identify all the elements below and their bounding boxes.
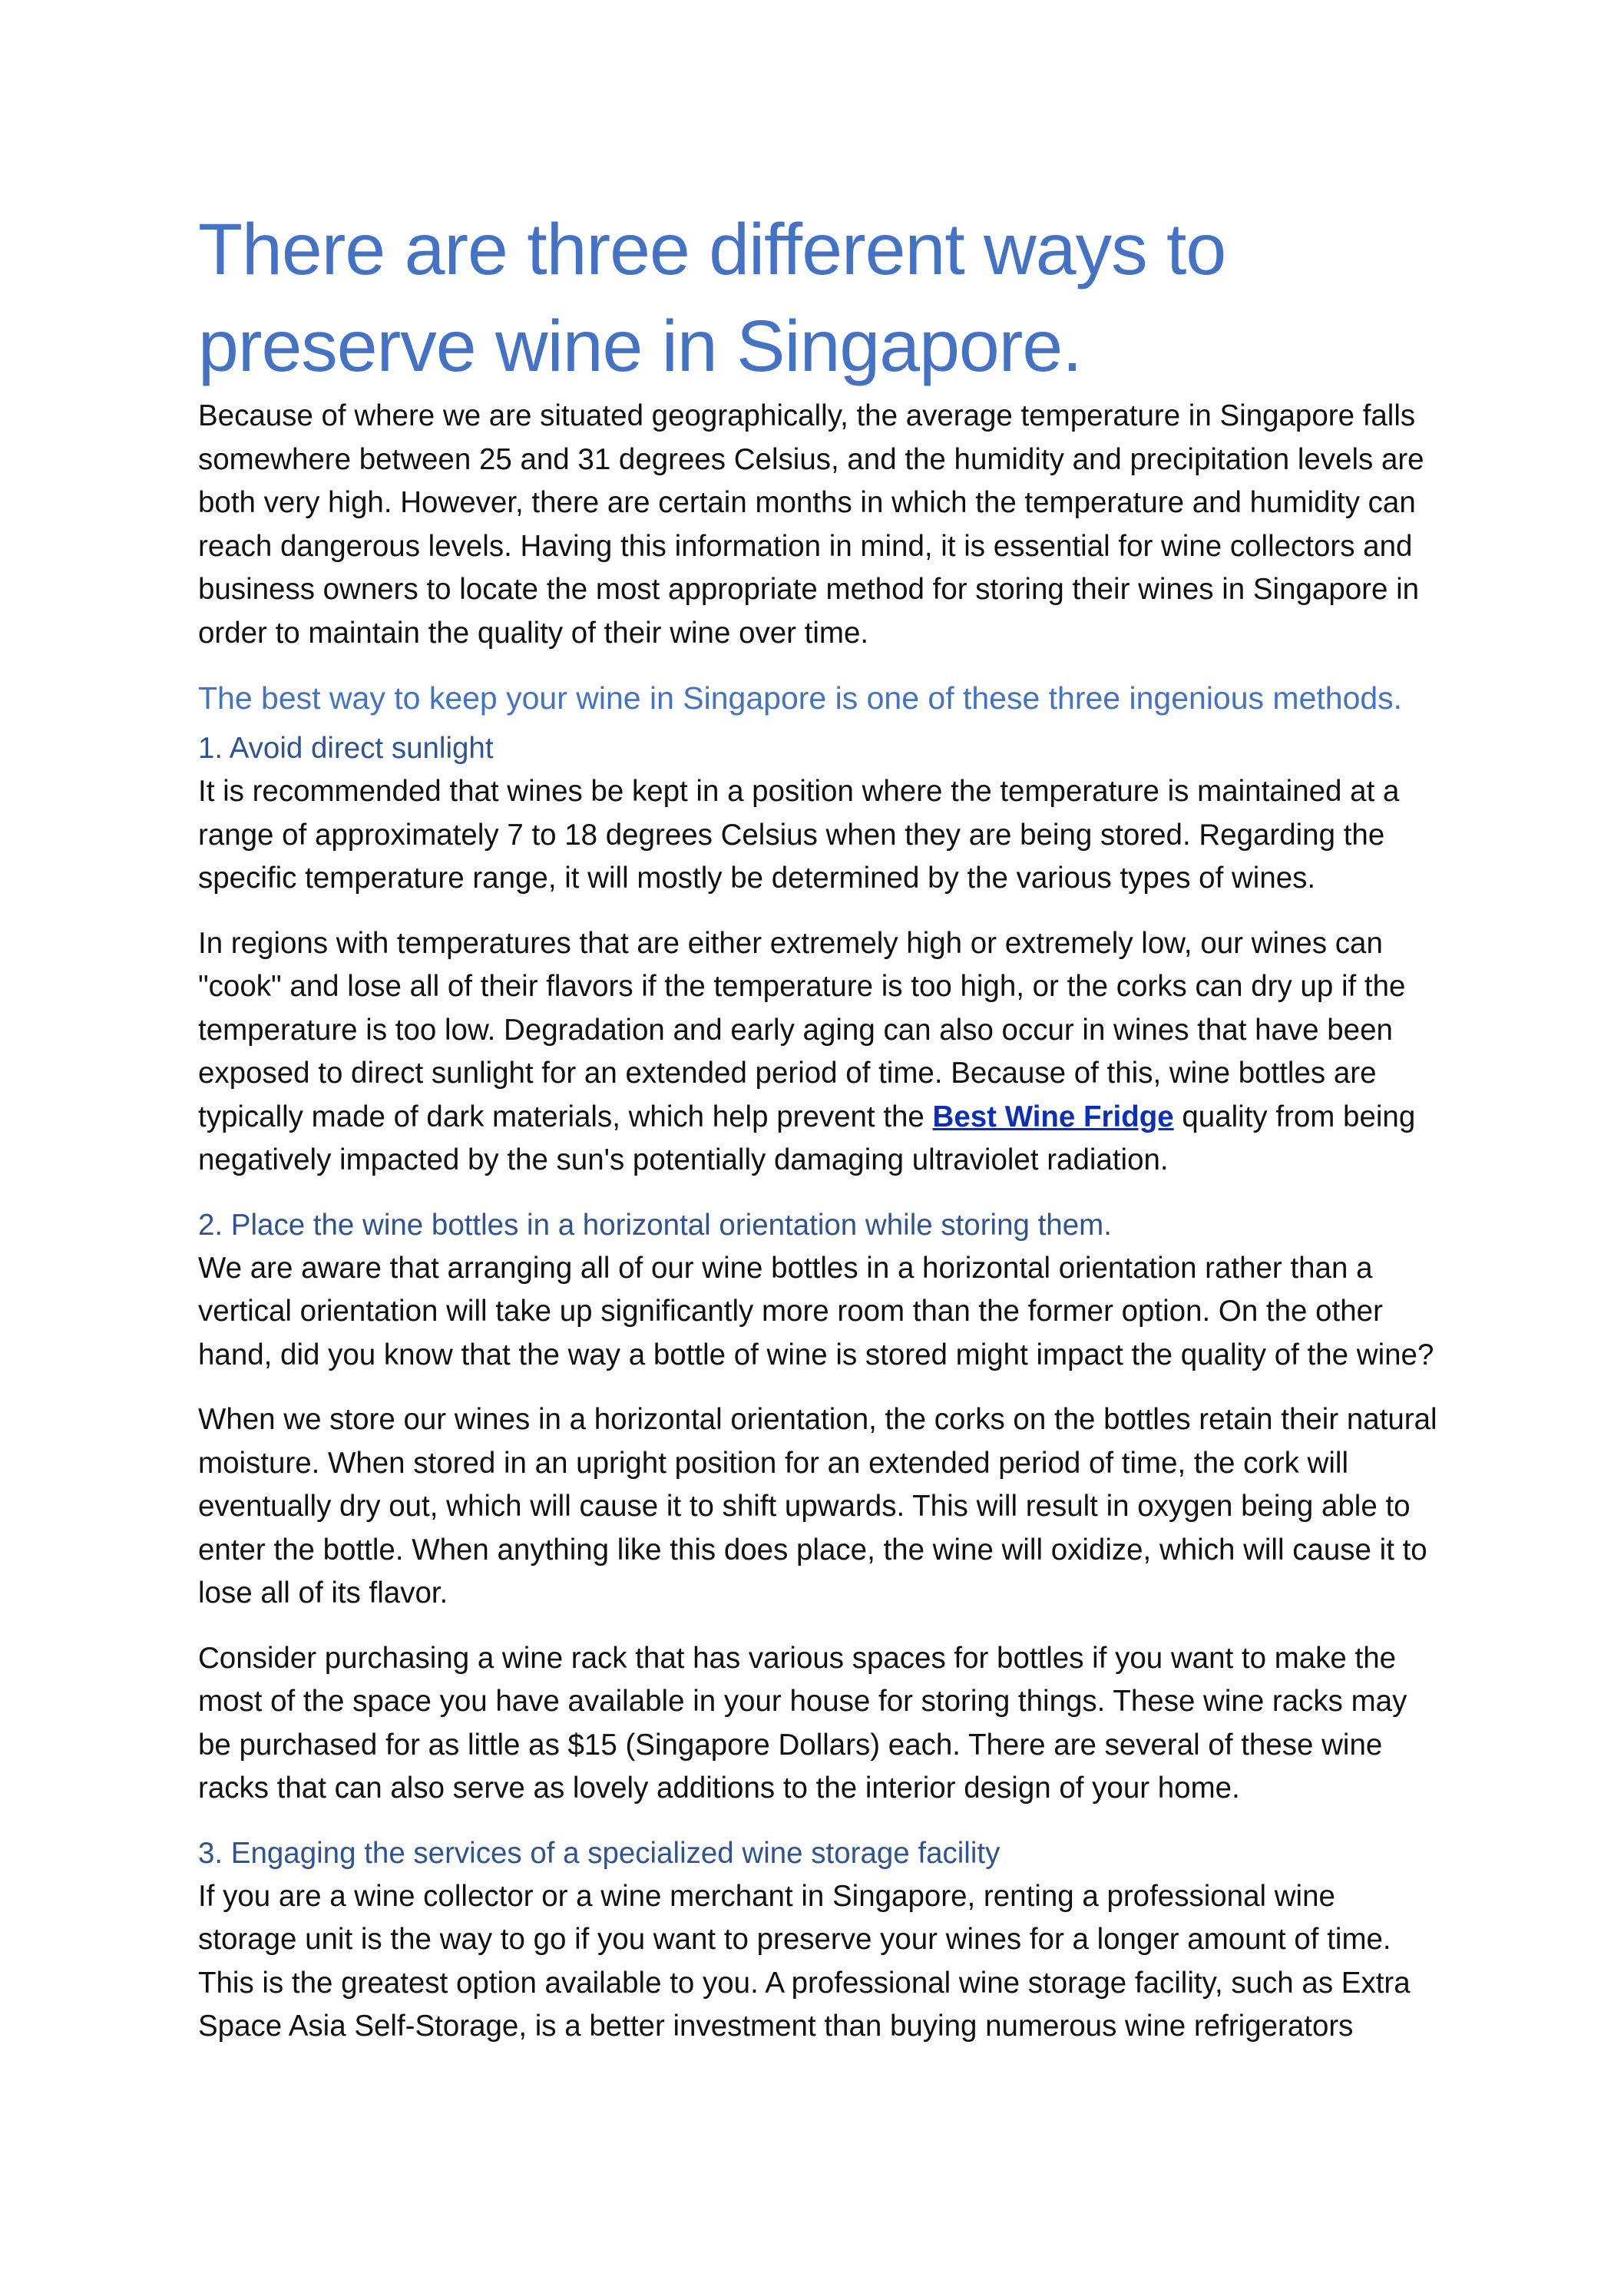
section-1-heading: 1. Avoid direct sunlight (198, 732, 494, 765)
section-3-paragraph-1: If you are a wine collector or a wine merchant in Singapore, renting a professional wine storage unit is the way to go if you want to preserve your wines for a longer amount of time. This is the greatest option available to you. A professional wine storage facility, such as Extra Space Asia Self-Storage, is a better investment than buying numerous wine refrigerators (198, 1879, 1411, 2043)
section-2-paragraph-1: We are aware that arranging all of our wine bottles in a horizontal orientation rather than a vertical orientation will take up significantly more room than the former option. On the other hand, did you know that the way a bottle of wine is stored might impact the quality of the wine? (198, 1251, 1434, 1371)
section-1-paragraph-1: It is recommended that wines be kept in a position where the temperature is maintained at a range of approximately 7 to 18 degrees Celsius when they are being stored. Regarding the specific temperature range, it will mostly be determined by the various types of wines. (198, 775, 1400, 895)
section-1-paragraph-2-text-b: quality from being negatively impacted by the sun's potentially damaging ultraviolet radiation. (198, 1100, 1416, 1176)
page-title (198, 201, 1442, 395)
title-line-2: preserve wine in Singapore. (198, 306, 1082, 387)
title-line-1: There are three different ways to (198, 209, 1226, 290)
intro-paragraph: Because of where we are situated geographically, the average temperature in Singapore falls somewhere between 25 and 31 degrees Celsius, and the humidity and precipitation levels are both very high. However, there are certain months in which the temperature and humidity can reach dangerous levels. Having this information in mind, it is essential for wine collectors and business owners to locate the most appropriate method for storing their wines in Singapore in order to maintain the quality of their wine over time. (198, 399, 1424, 650)
document-page (198, 201, 1442, 2070)
section-3-heading: 3. Engaging the services of a specialized wine storage facility (198, 1836, 1001, 1870)
methods-heading: The best way to keep your wine in Singapore is one of these three ingenious methods. (198, 680, 1403, 716)
section-1-paragraph-2 (198, 922, 1442, 1183)
section-2-paragraph-2: When we store our wines in a horizontal orientation, the corks on the bottles retain their natural moisture. When stored in an upright position for an extended period of time, the cork will eventually dry out, which will cause it to shift upwards. This will result in oxygen being able to enter the bottle. When anything like this does place, the wine will oxidize, which will cause it to lose all of its flavor. (198, 1403, 1437, 1610)
section-1-paragraph-2-text-a: In regions with temperatures that are either extremely high or extremely low, our wines can "cook" and lose all of their flavors if the temperature is too high, or the corks can dry up if the temperature is too low. Degradation and early aging can also occur in wines that have been exposed to direct sunlight for an extended period of time. Because of this, wine bottles are typically made of dark materials, which help prevent the (198, 926, 1406, 1133)
section-2-heading: 2. Place the wine bottles in a horizontal orientation while storing them. (198, 1208, 1112, 1242)
section-2-paragraph-3: Consider purchasing a wine rack that has various spaces for bottles if you want to make the most of the space you have available in your house for storing things. These wine racks may be purchased for as little as $15 (Singapore Dollars) each. There are several of these wine racks that can also serve as lovely additions to the interior design of your home. (198, 1641, 1407, 1805)
best-wine-fridge-link[interactable]: Best Wine Fridge (932, 1100, 1174, 1133)
